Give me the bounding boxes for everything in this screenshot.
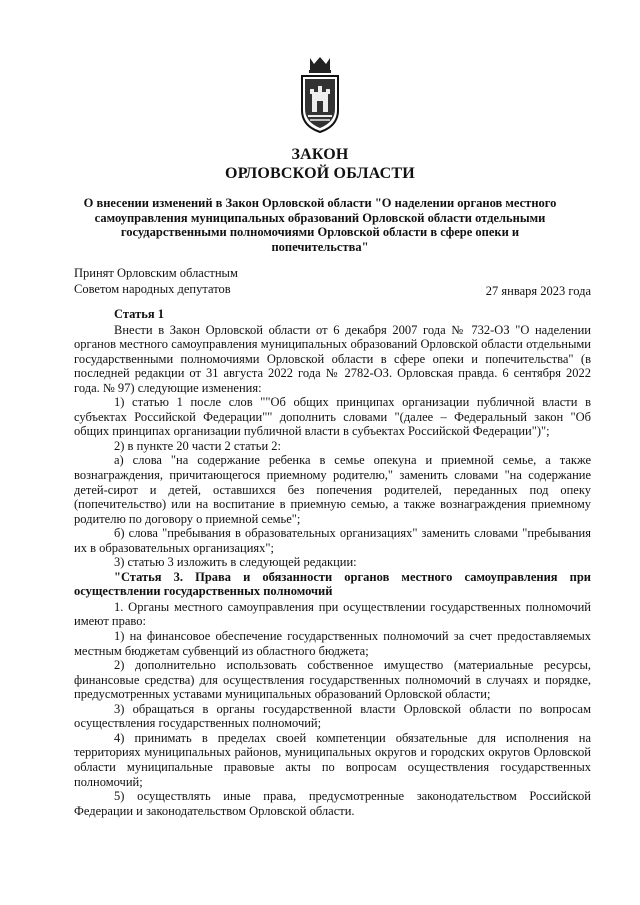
law-title: ЗАКОН	[291, 146, 349, 163]
paragraph: 4) принимать в пределах своей компетенции обязательные для исполнения на территориях муниципальных районов, муниципальных округов и городских округов Орловской области муниципальные правовые акты по вопросам осуществления государственных полномочий;	[74, 730, 591, 789]
region-title: ОРЛОВСКОЙ ОБЛАСТИ	[225, 165, 415, 182]
article-heading: Статья 1	[114, 307, 164, 321]
paragraph: 2) в пункте 20 части 2 статьи 2:	[114, 438, 281, 453]
paragraph: 1. Органы местного самоуправления при осуществлении государственных полномочий имеют право:	[74, 599, 591, 629]
adoption-line-1: Принят Орловским областным	[74, 266, 238, 280]
paragraph: б) слова "пребывания в образовательных организациях" заменить словами "пребывания их в образовательных организациях";	[74, 526, 591, 555]
paragraph: 1) на финансовое обеспечение государственных полномочий за счет предоставляемых местным бюджетам субвенций из областного бюджета;	[74, 629, 591, 658]
paragraph: 1) статью 1 после слов ""Об общих принципах организации публичной власти в субъектах Российской Федерации"" дополнить словами "(далее – Федеральный закон "Об общих принципах организации публичной власти в субъектах Российской Федерации")";	[74, 395, 591, 439]
paragraph: 3) обращаться в органы государственной власти Орловской области по вопросам осуществления государственных полномочий;	[74, 701, 591, 731]
document-body	[74, 307, 591, 818]
paragraph: 3) статью 3 изложить в следующей редакции:	[114, 555, 357, 570]
law-subtitle: О внесении изменений в Закон Орловской области "О наделении органов местного самоуправления муниципальных образований Орловской области отдельными государственными полномочиями Орловской области в сфере опеки и попечительства"	[83, 196, 557, 254]
paragraph: а) слова "на содержание ребенка в семье опекуна и приемной семье, а также вознаграждения, причитающегося приемному родителю," заменить словами "на содержание детей-сирот и детей, оставшихся без попечения родителей, переданных под опеку (попечительство) или на воспитание в приемную семью, а также вознаграждения приемному родителю по договору о приемной семье";	[74, 453, 591, 526]
quoted-article-heading: "Статья 3. Права и обязанности органов местного самоуправления при осуществлении государственных полномочий	[74, 569, 591, 599]
adoption-info	[74, 266, 238, 297]
paragraph: 5) осуществлять иные права, предусмотренные законодательством Российской Федерации и законодательством Орловской области.	[74, 789, 591, 818]
coat-of-arms-icon	[298, 56, 342, 134]
paragraph: Внести в Закон Орловской области от 6 декабря 2007 года № 732-ОЗ "О наделении органов местного самоуправления муниципальных образований Орловской области отдельными государственными полномочиями Орловской области в сфере опеки и попечительства" (в последней редакции от 31 августа 2022 года № 2782-ОЗ. Орловская правда. 6 сентября 2022 года. № 97) следующие изменения:	[74, 322, 591, 395]
paragraph: 2) дополнительно использовать собственное имущество (материальные ресурсы, финансовые средства) для осуществления государственных полномочий в случаях и порядке, предусмотренных уставами муниципальных образований Орловской области;	[74, 658, 591, 702]
adoption-line-2: Советом народных депутатов	[74, 281, 231, 296]
adoption-date: 27 января 2023 года	[485, 284, 591, 298]
